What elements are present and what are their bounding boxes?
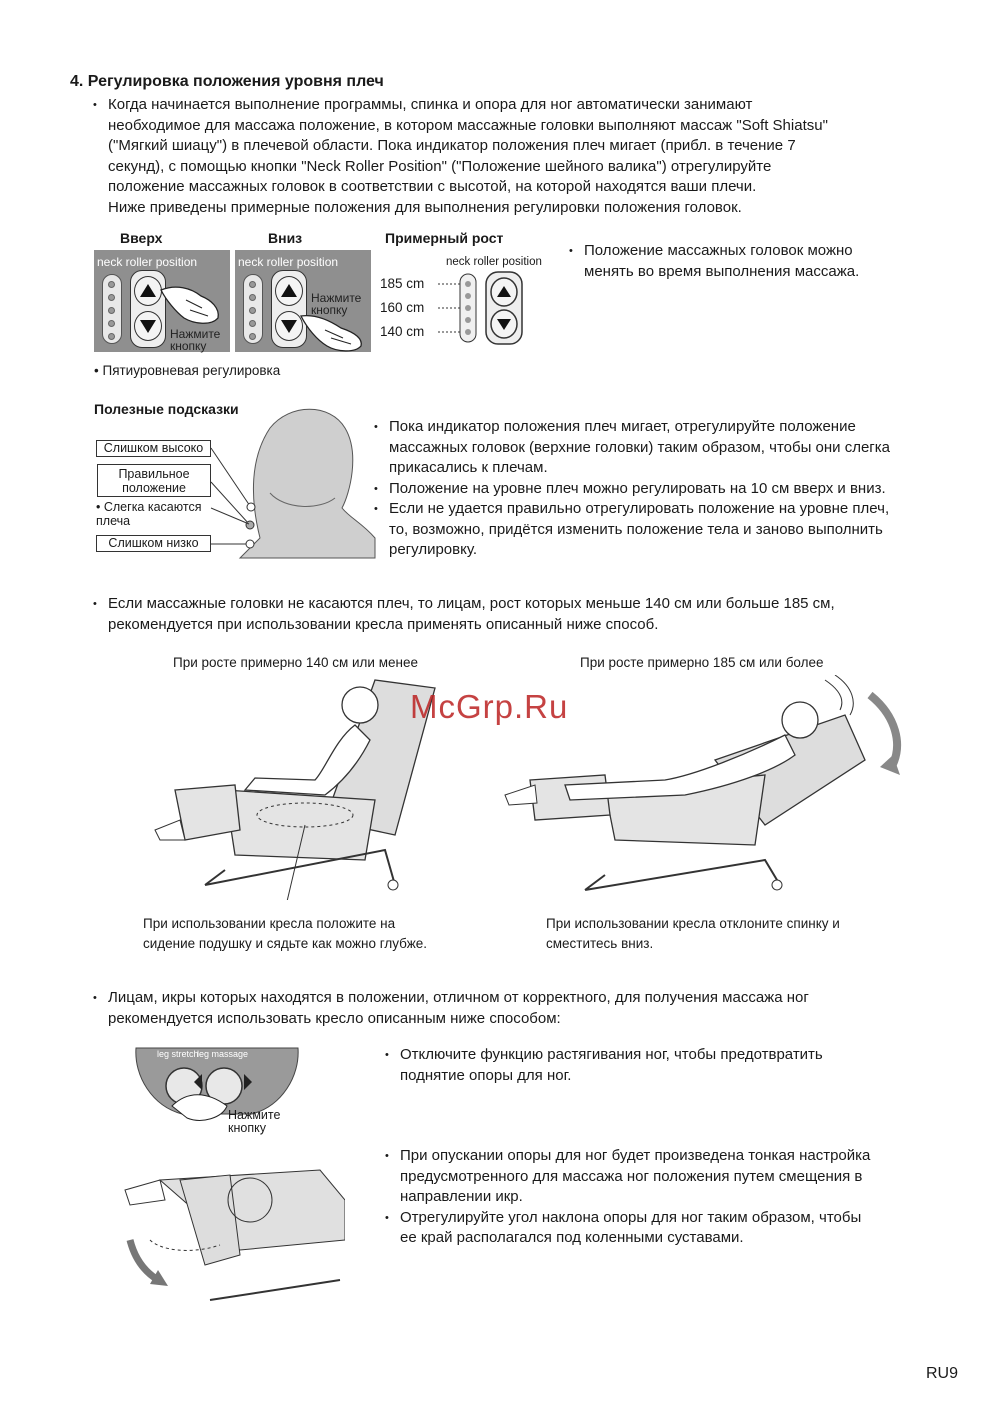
up-arrow-icon [276, 277, 302, 305]
tip-line: то, возможно, придётся изменить положение тела и заново выполнить [389, 520, 883, 538]
caption-line: сместитесь вниз. [546, 936, 654, 951]
calf-line: • Лицам, икры которых находятся в положении, отличном от корректного, для получения массажа ног [90, 988, 950, 1009]
tip-line: • Если не удается правильно отрегулировать положение на уровне плеч, [371, 499, 941, 520]
tip-line: массажных головок (верхние головки) таким образом, чтобы они слегка [389, 438, 891, 456]
down-panel [235, 250, 371, 352]
press-button-text [170, 328, 220, 352]
left-scene-title: При росте примерно 140 см или менее [173, 655, 418, 670]
caption-line: сидение подушку и сядьте как можно глубже. [143, 936, 427, 951]
caption-line: При использовании кресла отклоните спинку и [546, 916, 840, 931]
press-line: кнопку [228, 1121, 266, 1135]
indicator-dot [249, 320, 256, 327]
calf-bullet-line: • При опускании опоры для ног будет произведена тонкая настройка [382, 1146, 952, 1167]
up-panel [94, 250, 230, 352]
page-number: RU9 [926, 1365, 959, 1382]
indicator-dot [108, 294, 115, 301]
leg-press-text [228, 1109, 280, 1135]
panel-label: neck roller position [97, 255, 198, 269]
tip-too-low: Слишком низко [96, 535, 211, 552]
pointing-hand-icon [156, 278, 226, 328]
panel-label: neck roller position [238, 255, 339, 269]
tip-correct: Правильное положение [97, 464, 211, 497]
height-160: 160 cm [380, 300, 425, 315]
leg-rest-illustration [120, 1160, 345, 1310]
intro-line: необходимое для массажа положение, в котором массажные головки выполняют массаж "Soft Shiatsu" [108, 116, 828, 134]
height-185: 185 cm [380, 276, 425, 291]
right-caption [546, 914, 840, 954]
indicator-dot [108, 307, 115, 314]
height-line: рекомендуется при использовании кресла применять описанный ниже способ. [108, 615, 659, 633]
height-line: • Если массажные головки не касаются плеч, то лицам, рост которых меньше 140 см или больше 185 см, [90, 594, 950, 615]
leg-massage-label: leg massage [197, 1049, 249, 1059]
indicator-dot [108, 333, 115, 340]
section-title: 4. Регулировка положения уровня плеч [70, 73, 384, 90]
intro-line: ("Мягкий шиацу") в плечевой области. Пока индикатор положения плеч мигает (прибл. в течение 7 [108, 137, 796, 154]
tip-connectors [205, 440, 265, 555]
tip-line: прикасались к плечам. [389, 459, 548, 476]
leg-stretch-label: leg stretch [157, 1049, 199, 1059]
panel-label: neck roller position [446, 256, 542, 268]
tip-line: регулировку. [389, 541, 478, 558]
five-level-note: • Пятиуровневая регулировка [94, 363, 281, 378]
calf-bullet-line: • Отключите функцию растягивания ног, чтобы предотвратить [382, 1045, 942, 1066]
calf-line: рекомендуется использовать кресло описанным ниже способом: [108, 1009, 561, 1027]
chair-illustration-tall [495, 675, 915, 900]
intro-line: • Когда начинается выполнение программы, спинка и опора для ног автоматически занимают [90, 95, 930, 116]
five-level-text: Пятиуровневая регулировка [102, 363, 281, 378]
indicator-strip [243, 274, 263, 344]
chair-illustration-short [135, 670, 445, 900]
intro-line: секунд), с помощью кнопки "Neck Roller Position" ("Положение шейного валика") отрегулируйте [108, 157, 772, 175]
press-line: Нажмите [170, 327, 221, 341]
right-scene-title: При росте примерно 185 см или более [580, 655, 824, 670]
tip-slight-touch: • Слегка касаются плеча [96, 500, 202, 528]
indicator-dot [108, 281, 115, 288]
press-line: Нажмите [311, 291, 362, 305]
height-bullet [90, 594, 950, 635]
calf-bullets-2 [382, 1146, 952, 1249]
tip-too-high: Слишком высоко [96, 440, 211, 457]
indicator-dot [249, 294, 256, 301]
intro-paragraph [90, 95, 930, 218]
side-note-line: • Положение массажных головок можно [566, 241, 906, 262]
height-140: 140 cm [380, 324, 425, 339]
indicator-dot [249, 281, 256, 288]
intro-line: положение массажных головок в соответствии с высотой, на которой находятся ваши плечи. [108, 178, 757, 195]
height-label: Примерный рост [385, 230, 504, 246]
indicator-dot [108, 320, 115, 327]
tip-line: • Пока индикатор положения плеч мигает, отрегулируйте положение [371, 417, 941, 438]
calf-bullet [90, 988, 950, 1029]
press-line: кнопку [170, 339, 207, 353]
tip-line: • Положение на уровне плеч можно регулировать на 10 см вверх и вниз. [371, 479, 941, 500]
caption-line: При использовании кресла положите на [143, 916, 396, 931]
calf-bullet-line: поднятие опоры для ног. [400, 1066, 572, 1084]
down-label: Вниз [268, 230, 303, 246]
calf-bullet-line: направлении икр. [400, 1188, 523, 1205]
up-arrow-button[interactable] [275, 276, 303, 306]
calf-bullet-line: • Отрегулируйте угол наклона опоры для ног таким образом, чтобы [382, 1208, 952, 1229]
tips-bullets [371, 417, 941, 561]
side-note [566, 241, 906, 282]
calf-bullets [382, 1045, 942, 1086]
tip-slight-text: Слегка касаются плеча [96, 500, 202, 528]
press-line: Нажмите [228, 1108, 281, 1122]
calf-bullet-line: ее край располагался под коленными суставами. [400, 1229, 744, 1246]
press-line: кнопку [311, 303, 348, 317]
press-button-text [311, 292, 361, 316]
left-caption [143, 914, 427, 954]
watermark: McGrp.Ru [410, 688, 569, 725]
indicator-dot [249, 307, 256, 314]
calf-bullet-line: предусмотренного для массажа ног положения путем смещения в [400, 1167, 863, 1185]
indicator-dot [249, 333, 256, 340]
side-note-line: менять во время выполнения массажа. [584, 262, 860, 280]
height-indicator-diagram [436, 270, 546, 346]
tips-title: Полезные подсказки [94, 401, 239, 417]
up-label: Вверх [120, 230, 163, 246]
indicator-strip [102, 274, 122, 344]
intro-line: Ниже приведены примерные положения для выполнения регулировки положения головок. [108, 198, 742, 216]
